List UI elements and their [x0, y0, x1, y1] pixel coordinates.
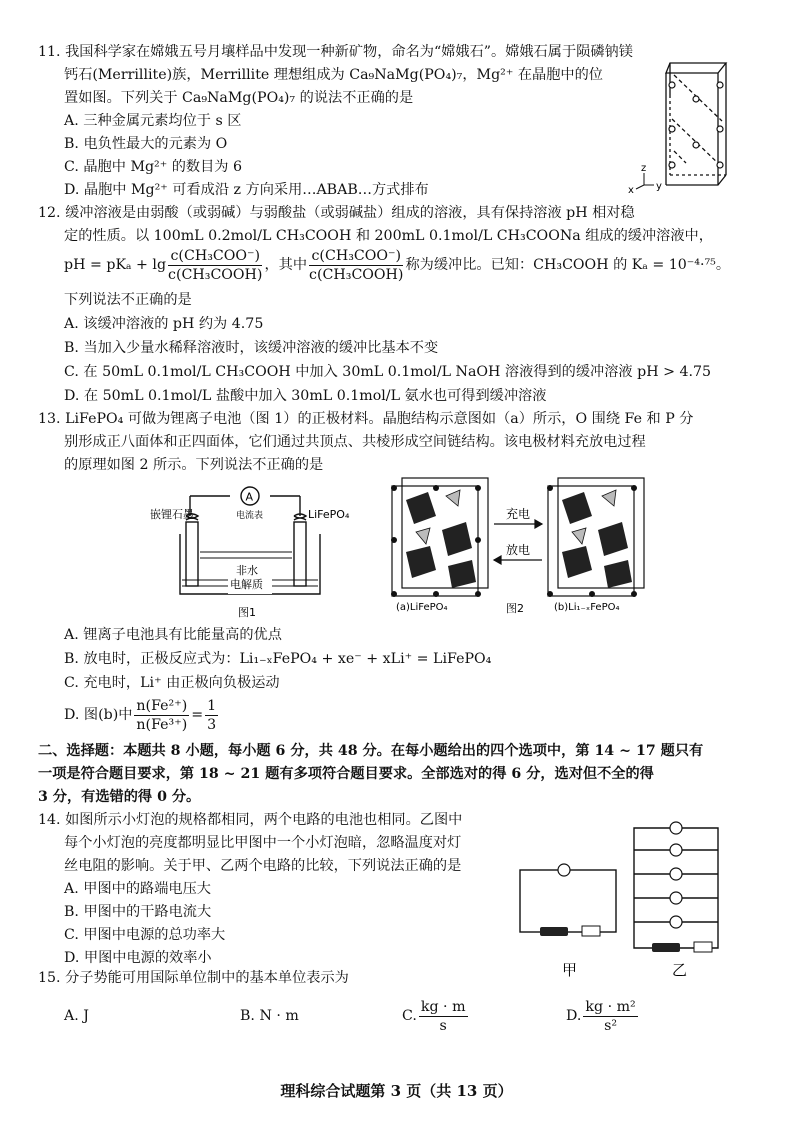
q11-axis-y: y	[656, 181, 662, 192]
q13-d-pre: D. 图(b)中	[64, 707, 133, 723]
q12-frac2-den: c(CH₃COOH)	[309, 266, 404, 283]
sec2-instructions-line1: 二、选择题：本题共 8 小题，每小题 6 分，共 48 分。在每小题给出的四个选项中，第 14 ~ 17 题只有	[38, 743, 704, 759]
q14-option-a: A. 甲图中的路端电压大	[64, 881, 211, 897]
q11-crystal-cell-figure	[626, 55, 736, 195]
q15-c-den: s	[439, 1017, 447, 1034]
q13-fig1-electrolyte-2: 电解质	[230, 578, 263, 591]
q15-option-c	[402, 996, 470, 1036]
q14-option-d: D. 甲图中电源的效率小	[64, 950, 212, 966]
q13-option-a: A. 锂离子电池具有比能量高的优点	[64, 627, 282, 643]
q15-c-pre: C.	[402, 1008, 417, 1024]
q13-d-num: n(Fe²⁺)	[136, 697, 188, 714]
q11-stem-line1: 11. 我国科学家在嫦娥五号月壤样品中发现一种新矿物，命名为“嫦娥石”。嫦娥石属于陨磷钠镁	[38, 44, 633, 60]
q13-figure1-battery	[150, 482, 370, 622]
q11-option-d: D. 晶胞中 Mg²⁺ 可看成沿 z 方向采用…ABAB…方式排布	[64, 182, 429, 198]
q13-figure2-structures	[386, 470, 696, 616]
q14-option-c: C. 甲图中电源的总功率大	[64, 927, 226, 943]
q12-fraction-2	[309, 247, 403, 284]
q14-stem-line3: 丝电阻的影响。关于甲、乙两个电路的比较，下列说法正确的是	[64, 858, 462, 874]
q13-fig1-left-label: 嵌锂石墨	[150, 508, 194, 521]
q11-axis-z: z	[641, 163, 647, 174]
page-footer: 理科综合试题第 3 页（共 13 页）	[280, 1082, 513, 1100]
q15-d-den: s²	[604, 1017, 618, 1034]
q12-formula-post: 称为缓冲比。已知：CH₃COOH 的 Kₐ = 10⁻⁴·⁷⁵。	[405, 257, 731, 273]
q13-fig1-right-label: LiFePO₄	[308, 508, 350, 521]
q15-d-pre: D.	[566, 1008, 582, 1024]
q13-option-b: B. 放电时，正极反应式为：Li₁₋ₓFePO₄ + xe⁻ + xLi⁺ = LiFePO₄	[64, 651, 492, 667]
q15-c-fraction	[419, 998, 468, 1035]
q12-option-a: A. 该缓冲溶液的 pH 约为 4.75	[64, 316, 264, 332]
q13-fig2-caption: 图2	[506, 602, 524, 615]
q12-option-d: D. 在 50mL 0.1mol/L 盐酸中加入 30mL 0.1mol/L 氨水也可得到缓冲溶液	[64, 388, 547, 404]
q12-frac1-den: c(CH₃COOH)	[168, 266, 263, 283]
q13-stem-line2: 别形成正八面体和正四面体，它们通过共顶点、共棱形成空间链结构。该电极材料充放电过程	[64, 434, 646, 450]
q13-stem-line1: 13. LiFePO₄ 可做为锂离子电池（图 1）的正极材料。晶胞结构示意图如（a）所示，O 围绕 Fe 和 P 分	[38, 411, 694, 427]
q14-label-jia: 甲	[562, 961, 578, 979]
q12-frac1-num: c(CH₃COO⁻)	[168, 247, 262, 266]
q13-fig1-meter-symbol: A	[245, 490, 254, 504]
q12-formula-line	[64, 246, 730, 284]
q12-formula-mid: ，其中	[264, 257, 308, 273]
q15-option-a: A. J	[64, 1008, 89, 1024]
q13-d-rden: 3	[207, 716, 217, 733]
q13-d-fraction	[134, 697, 189, 734]
q13-fig2-charge: 充电	[506, 507, 531, 521]
q12-fraction-1	[168, 247, 262, 284]
q13-d-den: n(Fe³⁺)	[136, 716, 188, 733]
q15-d-fraction	[583, 998, 637, 1035]
q11-option-b: B. 电负性最大的元素为 O	[64, 136, 228, 152]
q11-stem-line3: 置如图。下列关于 Ca₉NaMg(PO₄)₇ 的说法不正确的是	[64, 90, 414, 106]
q12-stem-line2: 定的性质。以 100mL 0.2mol/L CH₃COOH 和 200mL 0.1mol/L CH₃COONa 组成的缓冲溶液中，	[64, 228, 713, 244]
q14-stem-line1: 14. 如图所示小灯泡的规格都相同，两个电路的电池也相同。乙图中	[38, 812, 463, 828]
q12-option-c: C. 在 50mL 0.1mol/L CH₃COOH 中加入 30mL 0.1mol/L NaOH 溶液得到的缓冲溶液 pH > 4.75	[64, 364, 712, 380]
q12-stem-line1: 12. 缓冲溶液是由弱酸（或弱碱）与弱酸盐（或弱碱盐）组成的溶液，具有保持溶液 pH 相对稳	[38, 205, 635, 221]
q11-option-a: A. 三种金属元素均位于 s 区	[64, 113, 242, 129]
q15-c-num: kg · m	[420, 998, 466, 1015]
q13-stem-line3: 的原理如图 2 所示。下列说法不正确的是	[64, 457, 324, 473]
q13-d-eq: =	[191, 707, 204, 723]
sec2-instructions-line3: 3 分，有选错的得 0 分。	[38, 789, 201, 805]
q13-fig1-electrolyte-1: 非水	[236, 564, 258, 577]
q13-fig2-b-label: (b)Li₁₋ₓFePO₄	[554, 602, 620, 613]
q14-option-b: B. 甲图中的干路电流大	[64, 904, 212, 920]
q13-d-rnum: 1	[207, 697, 217, 714]
q15-option-b: B. N · m	[240, 1008, 299, 1024]
q11-axis-x: x	[628, 185, 634, 195]
sec2-instructions-line2: 一项是符合题目要求，第 18 ~ 21 题有多项符合题目要求。全部选对的得 6 分，选对但不全的得	[38, 766, 654, 782]
q14-stem-line2: 每个小灯泡的亮度都明显比甲图中一个小灯泡暗，忽略温度对灯	[64, 835, 462, 851]
q13-fig2-a-label: (a)LiFePO₄	[396, 602, 448, 613]
q11-option-c: C. 晶胞中 Mg²⁺ 的数目为 6	[64, 159, 243, 175]
q12-frac2-num: c(CH₃COO⁻)	[309, 247, 403, 266]
q12-stem-line4: 下列说法不正确的是	[64, 292, 192, 308]
q13-option-c: C. 充电时，Li⁺ 由正极向负极运动	[64, 675, 280, 691]
q12-formula-pre: pH = pKₐ + lg	[64, 257, 167, 273]
q14-circuit-figure	[512, 820, 740, 982]
q13-d-ratio	[205, 697, 218, 734]
q13-fig1-caption: 图1	[238, 606, 256, 619]
q13-option-d	[64, 695, 220, 735]
q12-option-b: B. 当加入少量水稀释溶液时，该缓冲溶液的缓冲比基本不变	[64, 340, 439, 356]
q13-fig2-discharge: 放电	[506, 543, 531, 557]
q15-d-num: kg · m²	[585, 998, 636, 1015]
q14-label-yi: 乙	[672, 961, 688, 979]
q15-option-d	[566, 996, 640, 1036]
q11-stem-line2: 钙石(Merrillite)族，Merrillite 理想组成为 Ca₉NaMg(PO₄)₇，Mg²⁺ 在晶胞中的位	[64, 67, 603, 83]
q13-fig1-meter-label: 电流表	[236, 511, 264, 521]
q15-stem: 15. 分子势能可用国际单位制中的基本单位表示为	[38, 970, 349, 986]
